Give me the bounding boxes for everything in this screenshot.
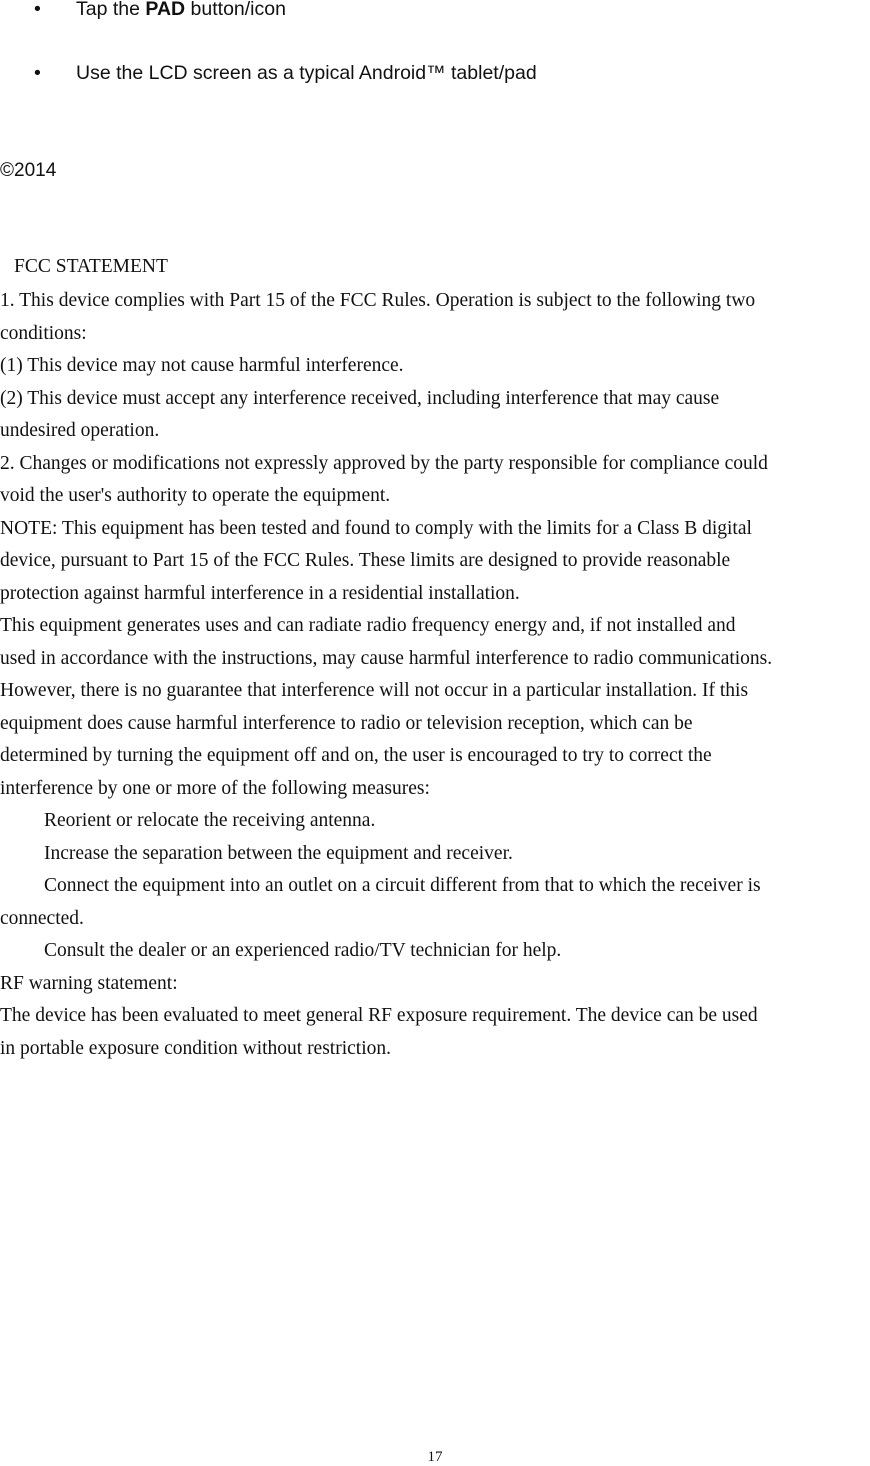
bullet-dot-icon: •	[34, 62, 41, 84]
fcc-line: undesired operation.	[0, 420, 160, 441]
fcc-line: equipment does cause harmful interference to radio or television reception, which can be	[0, 712, 693, 734]
fcc-measure-item: Reorient or relocate the receiving antenna.	[44, 810, 376, 831]
fcc-line: conditions:	[0, 322, 87, 344]
fcc-measure-item: Consult the dealer or an experienced radio/TV technician for help.	[44, 940, 562, 961]
fcc-line: interference by one or more of the following measures:	[0, 777, 430, 799]
bullet-prefix: Tap the	[76, 0, 146, 20]
rf-warning-heading: RF warning statement:	[0, 972, 178, 994]
fcc-line: determined by turning the equipment off and on, the user is encouraged to try to correct the	[0, 745, 712, 766]
pad-keyword: PAD	[145, 0, 186, 20]
fcc-line: device, pursuant to Part 15 of the FCC Rules. These limits are designed to provide reasonable	[0, 550, 731, 571]
fcc-line: protection against harmful interference in a residential installation.	[0, 582, 520, 604]
page-number: 17	[427, 1449, 443, 1465]
fcc-line: used in accordance with the instructions, may cause harmful interference to radio communications.	[0, 647, 773, 669]
bullet-suffix: button/icon	[185, 0, 286, 20]
fcc-line: (2) This device must accept any interference received, including interference that may cause	[0, 387, 720, 409]
fcc-line: NOTE: This equipment has been tested and found to comply with the limits for a Class B digital	[0, 517, 752, 539]
fcc-line: (1) This device may not cause harmful interference.	[0, 355, 404, 376]
fcc-measure-item: Increase the separation between the equipment and receiver.	[44, 842, 513, 864]
fcc-statement-body	[0, 289, 870, 1069]
fcc-statement-title: FCC STATEMENT	[14, 256, 168, 277]
fcc-line: 2. Changes or modifications not expressly approved by the party responsible for compliance could	[0, 452, 768, 474]
fcc-line: 1. This device complies with Part 15 of the FCC Rules. Operation is subject to the following two	[0, 290, 756, 311]
fcc-line: connected.	[0, 907, 84, 929]
fcc-line: void the user's authority to operate the equipment.	[0, 485, 391, 506]
copyright-notice: ©2014	[0, 160, 57, 181]
fcc-line: The device has been evaluated to meet general RF exposure requirement. The device can be used	[0, 1005, 758, 1026]
bullet-text: Use the LCD screen as a typical Android™ tablet/pad	[76, 62, 537, 84]
fcc-line: However, there is no guarantee that interference will not occur in a particular installation. If this	[0, 680, 749, 701]
fcc-line: in portable exposure condition without restriction.	[0, 1037, 391, 1059]
fcc-line: This equipment generates uses and can radiate radio frequency energy and, if not installed and	[0, 615, 736, 636]
fcc-measure-item: Connect the equipment into an outlet on a circuit different from that to which the receiver is	[44, 875, 761, 896]
bullet-dot-icon: •	[34, 0, 41, 20]
bullet-text	[76, 0, 286, 21]
